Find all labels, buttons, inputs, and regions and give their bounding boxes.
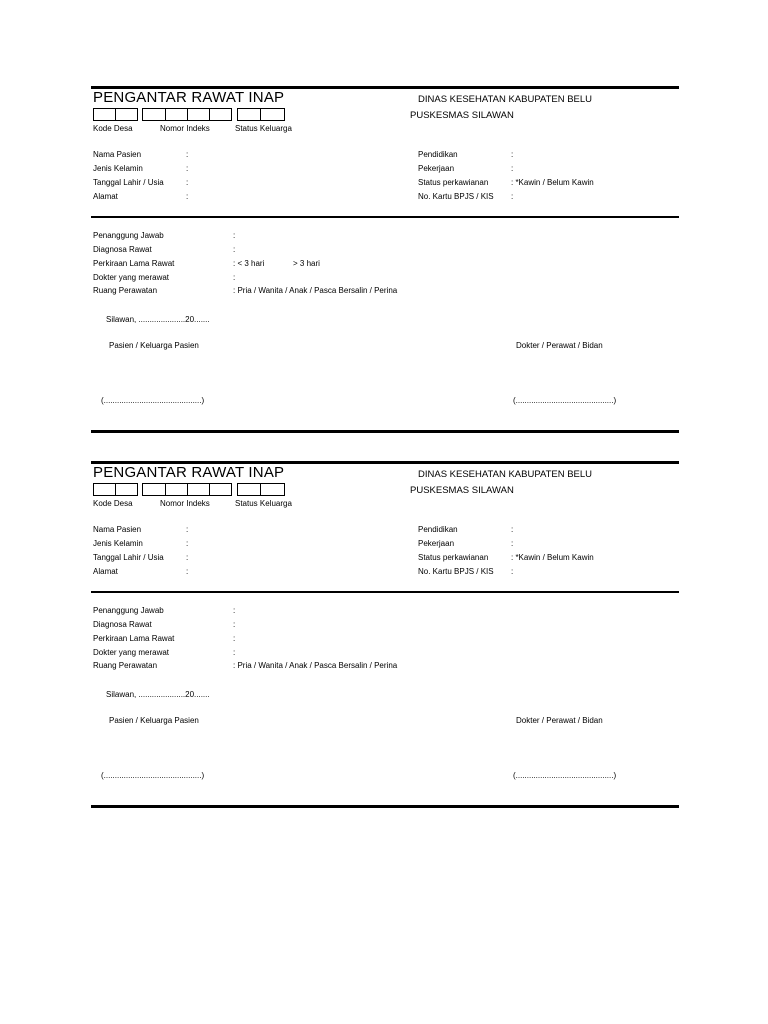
penanggung-jawab-value: : bbox=[233, 606, 236, 615]
nomor-indeks-box-2[interactable] bbox=[165, 108, 188, 121]
status-keluarga-label: Status Keluarga bbox=[235, 499, 292, 508]
nama-pasien-colon: : bbox=[186, 150, 189, 159]
dokter-merawat-value: : bbox=[233, 273, 236, 282]
referral-form-1 bbox=[91, 86, 679, 436]
kode-desa-label: Kode Desa bbox=[93, 124, 133, 133]
ruang-perawatan-value: : Pria / Wanita / Anak / Pasca Bersalin / Perina bbox=[233, 661, 398, 670]
diagnosa-rawat-value: : bbox=[233, 245, 236, 254]
sign-line-right: (............................................) bbox=[513, 396, 617, 405]
sign-line-left: (............................................) bbox=[101, 396, 205, 405]
place-date: Silawan, .....................20....... bbox=[106, 315, 210, 324]
status-keluarga-box-1[interactable] bbox=[237, 483, 261, 496]
nomor-indeks-box-4[interactable] bbox=[209, 108, 232, 121]
status-perkawinan-value: : *Kawin / Belum Kawin bbox=[511, 178, 594, 187]
sign-line-left: (............................................) bbox=[101, 771, 205, 780]
kode-desa-box-1[interactable] bbox=[93, 483, 116, 496]
nomor-indeks-label: Nomor Indeks bbox=[160, 124, 210, 133]
place-date: Silawan, .....................20....... bbox=[106, 690, 210, 699]
pekerjaan-label: Pekerjaan bbox=[418, 164, 455, 173]
kode-desa-label: Kode Desa bbox=[93, 499, 133, 508]
nomor-indeks-box-4[interactable] bbox=[209, 483, 232, 496]
pekerjaan-label: Pekerjaan bbox=[418, 539, 455, 548]
status-perkawinan-value: : *Kawin / Belum Kawin bbox=[511, 553, 594, 562]
nama-pasien-label: Nama Pasien bbox=[93, 525, 142, 534]
pendidikan-value: : bbox=[511, 525, 514, 534]
kartu-bpjs-label: No. Kartu BPJS / KIS bbox=[418, 567, 494, 576]
kode-desa-box-1[interactable] bbox=[93, 108, 116, 121]
pendidikan-label: Pendidikan bbox=[418, 525, 458, 534]
kode-desa-box-2[interactable] bbox=[115, 108, 138, 121]
ruang-perawatan-value: : Pria / Wanita / Anak / Pasca Bersalin / Perina bbox=[233, 286, 398, 295]
penanggung-jawab-value: : bbox=[233, 231, 236, 240]
tanggal-lahir-colon: : bbox=[186, 553, 189, 562]
status-keluarga-box-1[interactable] bbox=[237, 108, 261, 121]
penanggung-jawab-label: Penanggung Jawab bbox=[93, 606, 164, 615]
nomor-indeks-box-1[interactable] bbox=[142, 108, 166, 121]
nomor-indeks-box-2[interactable] bbox=[165, 483, 188, 496]
status-keluarga-box-2[interactable] bbox=[260, 108, 285, 121]
ruang-perawatan-label: Ruang Perawatan bbox=[93, 661, 158, 670]
diagnosa-rawat-label: Diagnosa Rawat bbox=[93, 620, 152, 629]
tanggal-lahir-colon: : bbox=[186, 178, 189, 187]
lama-rawat-label: Perkiraan Lama Rawat bbox=[93, 634, 175, 643]
form-title: PENGANTAR RAWAT INAP bbox=[93, 464, 285, 481]
nomor-indeks-box-1[interactable] bbox=[142, 483, 166, 496]
section-divider bbox=[91, 591, 679, 593]
jenis-kelamin-label: Jenis Kelamin bbox=[93, 164, 143, 173]
jenis-kelamin-colon: : bbox=[186, 164, 189, 173]
bottom-rule bbox=[91, 805, 679, 808]
lama-rawat-value: : < 3 hari bbox=[233, 259, 265, 268]
status-perkawinan-label: Status perkawianan bbox=[418, 178, 489, 187]
section-divider bbox=[91, 216, 679, 218]
nama-pasien-label: Nama Pasien bbox=[93, 150, 142, 159]
alamat-label: Alamat bbox=[93, 567, 118, 576]
nama-pasien-colon: : bbox=[186, 525, 189, 534]
tanggal-lahir-label: Tanggal Lahir / Usia bbox=[93, 178, 164, 187]
lama-rawat-label: Perkiraan Lama Rawat bbox=[93, 259, 175, 268]
agency-name: DINAS KESEHATAN KABUPATEN BELU bbox=[418, 94, 593, 105]
kartu-bpjs-value: : bbox=[511, 567, 514, 576]
penanggung-jawab-label: Penanggung Jawab bbox=[93, 231, 164, 240]
ruang-perawatan-label: Ruang Perawatan bbox=[93, 286, 158, 295]
puskesmas-name: PUSKESMAS SILAWAN bbox=[410, 485, 514, 496]
sign-left-label: Pasien / Keluarga Pasien bbox=[109, 341, 199, 350]
status-keluarga-box-2[interactable] bbox=[260, 483, 285, 496]
pendidikan-label: Pendidikan bbox=[418, 150, 458, 159]
lama-rawat-extra: > 3 hari bbox=[293, 259, 320, 268]
form-title: PENGANTAR RAWAT INAP bbox=[93, 89, 285, 106]
sign-left-label: Pasien / Keluarga Pasien bbox=[109, 716, 199, 725]
puskesmas-name: PUSKESMAS SILAWAN bbox=[410, 110, 514, 121]
tanggal-lahir-label: Tanggal Lahir / Usia bbox=[93, 553, 164, 562]
alamat-label: Alamat bbox=[93, 192, 118, 201]
diagnosa-rawat-value: : bbox=[233, 620, 236, 629]
dokter-merawat-label: Dokter yang merawat bbox=[93, 273, 170, 282]
kode-desa-box-2[interactable] bbox=[115, 483, 138, 496]
agency-name: DINAS KESEHATAN KABUPATEN BELU bbox=[418, 469, 593, 480]
lama-rawat-value: : bbox=[233, 634, 236, 643]
sign-right-label: Dokter / Perawat / Bidan bbox=[516, 716, 603, 725]
referral-form-2 bbox=[91, 461, 679, 811]
diagnosa-rawat-label: Diagnosa Rawat bbox=[93, 245, 152, 254]
pekerjaan-value: : bbox=[511, 164, 514, 173]
jenis-kelamin-label: Jenis Kelamin bbox=[93, 539, 143, 548]
status-perkawinan-label: Status perkawianan bbox=[418, 553, 489, 562]
sign-line-right: (............................................) bbox=[513, 771, 617, 780]
kartu-bpjs-value: : bbox=[511, 192, 514, 201]
nomor-indeks-box-3[interactable] bbox=[187, 108, 210, 121]
alamat-colon: : bbox=[186, 192, 189, 201]
pendidikan-value: : bbox=[511, 150, 514, 159]
alamat-colon: : bbox=[186, 567, 189, 576]
sign-right-label: Dokter / Perawat / Bidan bbox=[516, 341, 603, 350]
status-keluarga-label: Status Keluarga bbox=[235, 124, 292, 133]
dokter-merawat-label: Dokter yang merawat bbox=[93, 648, 170, 657]
kartu-bpjs-label: No. Kartu BPJS / KIS bbox=[418, 192, 494, 201]
dokter-merawat-value: : bbox=[233, 648, 236, 657]
jenis-kelamin-colon: : bbox=[186, 539, 189, 548]
bottom-rule bbox=[91, 430, 679, 433]
nomor-indeks-box-3[interactable] bbox=[187, 483, 210, 496]
pekerjaan-value: : bbox=[511, 539, 514, 548]
nomor-indeks-label: Nomor Indeks bbox=[160, 499, 210, 508]
